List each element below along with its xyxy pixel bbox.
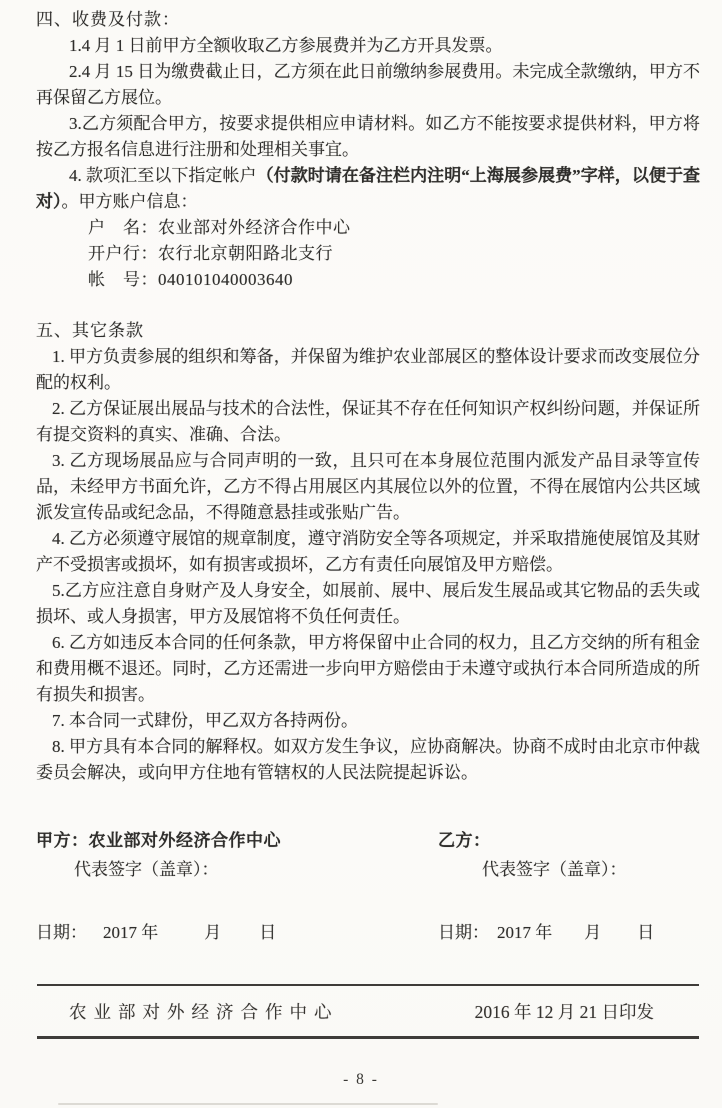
fees-item-4-pre: 4. 款项汇至以下指定帐户 <box>69 166 257 185</box>
fees-item-3: 3.乙方须配合甲方，按要求提供相应申请材料。如乙方不能按要求提供材料，甲方将按乙方报名信息进行注册和处理相关事宜。 <box>36 114 700 159</box>
fees-item-2: 2.4 月 15 日为缴费截止日，乙方须在此日前缴纳参展费用。未完成全款缴纳，甲方不再保留乙方展位。 <box>36 62 700 107</box>
party-a-date-month: 月 <box>204 923 222 942</box>
other-item-4: 4. 乙方必须遵守展馆的规章制度，遵守消防安全等各项规定，并采取措施使展馆及其财产不受损害或损坏，如有损害或损坏，乙方有责任向展馆及甲方赔偿。 <box>36 529 700 574</box>
other-item-8: 8. 甲方具有本合同的解释权。如双方发生争议，应协商解决。协商不成时由北京市仲裁委员会解决，或向甲方住地有管辖权的人民法院提起诉讼。 <box>36 737 700 782</box>
party-a-name-line: 甲方：农业部对外经济合作中心 <box>36 831 281 850</box>
other-item-5: 5.乙方应注意自身财产及人身安全，如展前、展中、展后发生展品或其它物品的丢失或损坏、或人身损害，甲方及展馆将不负任何责任。 <box>36 581 700 626</box>
party-b-date-day: 日 <box>637 923 655 942</box>
party-a-signature <box>36 828 438 946</box>
footer-issuing-org: 农业部对外经济合作中心 <box>69 1001 339 1022</box>
page-number: - 8 - <box>343 1071 379 1088</box>
bank-account-info <box>36 215 700 293</box>
account-bank-value: 农行北京朝阳路北支行 <box>158 244 333 263</box>
other-item-1: 1. 甲方负责参展的组织和筹备，并保留为维护农业部展区的整体设计要求而改变展位分配的权利。 <box>36 347 700 392</box>
account-row-bank <box>88 241 700 267</box>
party-a-sign-label: 代表签字（盖章）： <box>74 860 219 879</box>
section-fees-title: 四、收费及付款： <box>36 10 180 29</box>
party-b-signature <box>438 828 700 946</box>
fees-item-4-post: 。甲方账户信息： <box>61 192 198 211</box>
party-b-date-label: 日期： <box>438 923 489 942</box>
party-a-date-day: 日 <box>259 923 277 942</box>
section-other-title: 五、其它条款 <box>36 321 144 340</box>
account-row-number <box>88 267 700 293</box>
scan-artifact-line <box>58 1103 438 1105</box>
document-footer <box>37 984 699 1039</box>
other-item-7: 7. 本合同一式肆份，甲乙双方各持两份。 <box>52 711 358 730</box>
party-b-date-line <box>438 920 700 946</box>
account-name-value: 农业部对外经济合作中心 <box>158 218 351 237</box>
fees-item-1: 1.4 月 1 日前甲方全额收取乙方参展费并为乙方开具发票。 <box>69 36 503 55</box>
footer-issue-date: 2016 年 12 月 21 日印发 <box>474 1001 654 1022</box>
party-b-date-year: 2017 年 <box>497 923 553 942</box>
account-name-label: 户 名： <box>88 218 158 237</box>
party-b-sign-label: 代表签字（盖章）： <box>482 860 627 879</box>
party-b-name-line: 乙方： <box>438 831 491 850</box>
other-item-6: 6. 乙方如违反本合同的任何条款，甲方将保留中止合同的权力，且乙方交纳的所有租金和费用概不退还。同时，乙方还需进一步向甲方赔偿由于未遵守或执行本合同所造成的所有损失和损害。 <box>36 633 700 704</box>
account-number-value: 040101040003640 <box>158 270 293 289</box>
fees-item-4-remark-bold: （付款时请在备注栏内注明“上海展参展费”字样，以便于查对） <box>36 166 701 211</box>
account-number-label: 帐 号： <box>88 270 158 289</box>
other-item-2: 2. 乙方保证展出展品与技术的合法性，保证其不存在任何知识产权纠纷问题，并保证所有提交资料的真实、准确、合法。 <box>36 399 700 444</box>
other-item-3: 3. 乙方现场展品应与合同声明的一致，且只可在本身展位范围内派发产品目录等宣传品，未经甲方书面允许，乙方不得占用展区内其展位以外的位置，不得在展馆内公共区域派发宣传品或纪念品，不得随意悬挂或张贴广告。 <box>36 451 700 522</box>
account-row-name <box>88 215 700 241</box>
party-a-date-label: 日期： <box>36 923 87 942</box>
document-body <box>36 7 700 946</box>
party-a-date-year: 2017 年 <box>103 923 159 942</box>
party-a-date-line <box>36 920 438 946</box>
party-b-date-month: 月 <box>584 923 602 942</box>
signature-block <box>36 828 700 946</box>
account-bank-label: 开户行： <box>88 244 158 263</box>
fees-item-4 <box>36 163 700 215</box>
